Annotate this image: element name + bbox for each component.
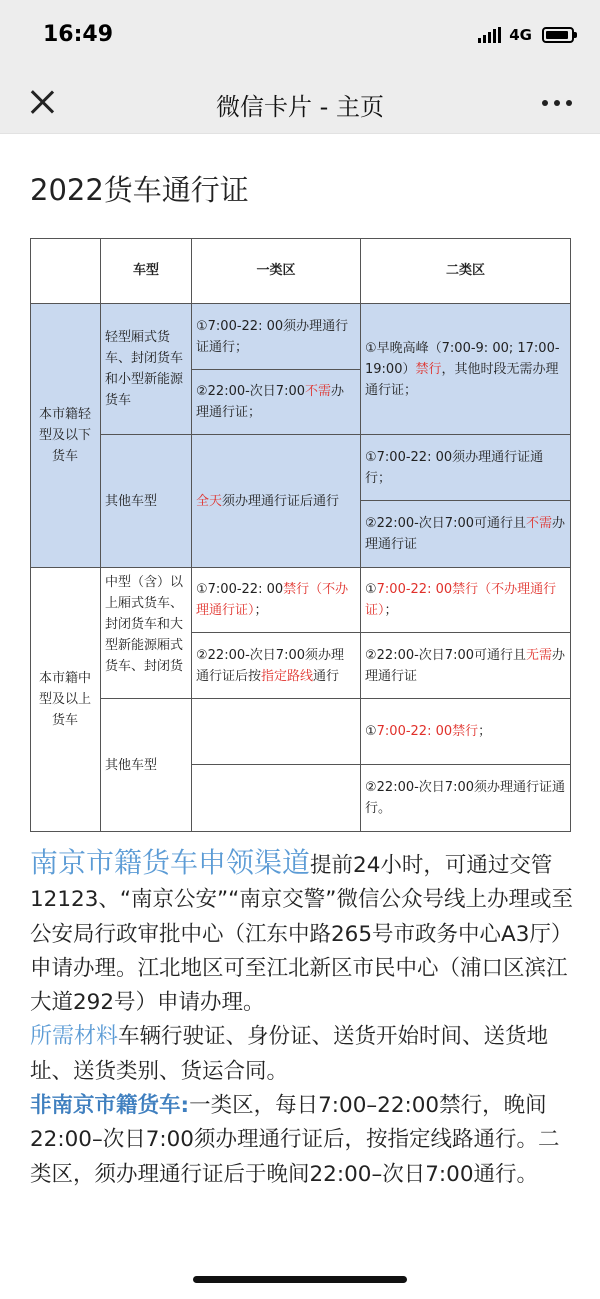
light-type-b-zone2-r2: ②22:00-次日7:00可通行且不需办理通行证	[361, 501, 571, 568]
medium-type-b-zone1-r1	[192, 699, 361, 765]
table-header-zone2: 二类区	[361, 238, 571, 304]
medium-type-b: 其他车型	[101, 699, 192, 832]
network-type: 4G	[509, 26, 532, 44]
article-body	[30, 846, 575, 1192]
light-type-a-zone1-r1: ①7:00-22: 00须办理通行证通行；	[192, 304, 361, 370]
paragraph-materials	[30, 1020, 575, 1089]
medium-type-a-zone2-r1: ①7:00-22: 00禁行（不办理通行证）；	[361, 568, 571, 633]
light-type-b-zone2-r1: ①7:00-22: 00须办理通行证通行；	[361, 435, 571, 501]
status-time: 16:49	[43, 22, 114, 47]
non-local-body: 一类区，每日7:00–22:00禁行，晚间22:00–次日7:00须办理通行证后，按指定线路通行。二类区，须办理通行证后于晚间22:00–次日7:00通行。	[30, 1093, 560, 1187]
signal-icon	[478, 27, 501, 43]
status-bar	[0, 0, 600, 70]
more-icon[interactable]	[542, 100, 572, 106]
light-type-a: 轻型厢式货车、封闭货车和小型新能源货车	[101, 304, 192, 435]
materials-body: 车辆行驶证、身份证、送货开始时间、送货地址、送货类别、货运合同。	[30, 1024, 549, 1084]
table-header-zone1: 一类区	[192, 238, 361, 304]
table-header-empty	[30, 238, 101, 304]
light-type-a-zone1-r2: ②22:00-次日7:00不需办理通行证；	[192, 370, 361, 435]
light-type-b: 其他车型	[101, 435, 192, 568]
materials-heading: 所需材料	[30, 1024, 119, 1050]
medium-type-b-zone2-r1: ①7:00-22: 00禁行；	[361, 699, 571, 765]
nav-bar	[0, 70, 600, 134]
medium-type-a-zone1-r2: ②22:00-次日7:00须办理通行证后按指定路线通行	[192, 633, 361, 699]
home-indicator[interactable]	[193, 1276, 407, 1283]
light-type-b-zone1: 全天须办理通行证后通行	[192, 435, 361, 568]
status-indicators	[478, 26, 574, 44]
non-local-heading: 非南京市籍货车:	[30, 1093, 190, 1119]
light-type-a-zone2: ①早晚高峰（7:00-9: 00; 17:00-19:00）禁行，其他时段无需办理通行证；	[361, 304, 571, 435]
medium-type-a-zone2-r2: ②22:00-次日7:00可通行且无需办理通行证	[361, 633, 571, 699]
article-title: 2022货车通行证	[30, 173, 249, 207]
medium-type-a-zone1-r1: ①7:00-22: 00禁行（不办理通行证）；	[192, 568, 361, 633]
page-title: 微信卡片 - 主页	[216, 93, 384, 121]
permit-table	[30, 238, 571, 832]
medium-type-a: 中型（含）以上厢式货车、封闭货车和大型新能源厢式货车、封闭货	[101, 568, 192, 699]
table-header-vehicle-type: 车型	[101, 238, 192, 304]
medium-type-b-zone1-r2	[192, 765, 361, 832]
channels-body: 提前24小时，可通过交管12123、“南京公安”“南京交警”微信公众号线上办理或至公安局行政审批中心（江东中路265号市政务中心A3厅）申请办理。江北地区可至江北新区市民中心（浦口区滨江大道292号）申请办理。	[30, 853, 573, 1016]
paragraph-channels	[30, 846, 575, 1020]
channels-heading: 南京市籍货车申领渠道	[30, 846, 311, 879]
group-light-label: 本市籍轻型及以下货车	[30, 304, 101, 568]
battery-icon	[542, 27, 574, 43]
medium-type-b-zone2-r2: ②22:00-次日7:00须办理通行证通行。	[361, 765, 571, 832]
paragraph-non-local	[30, 1089, 575, 1192]
group-medium-label: 本市籍中型及以上货车	[30, 568, 101, 832]
